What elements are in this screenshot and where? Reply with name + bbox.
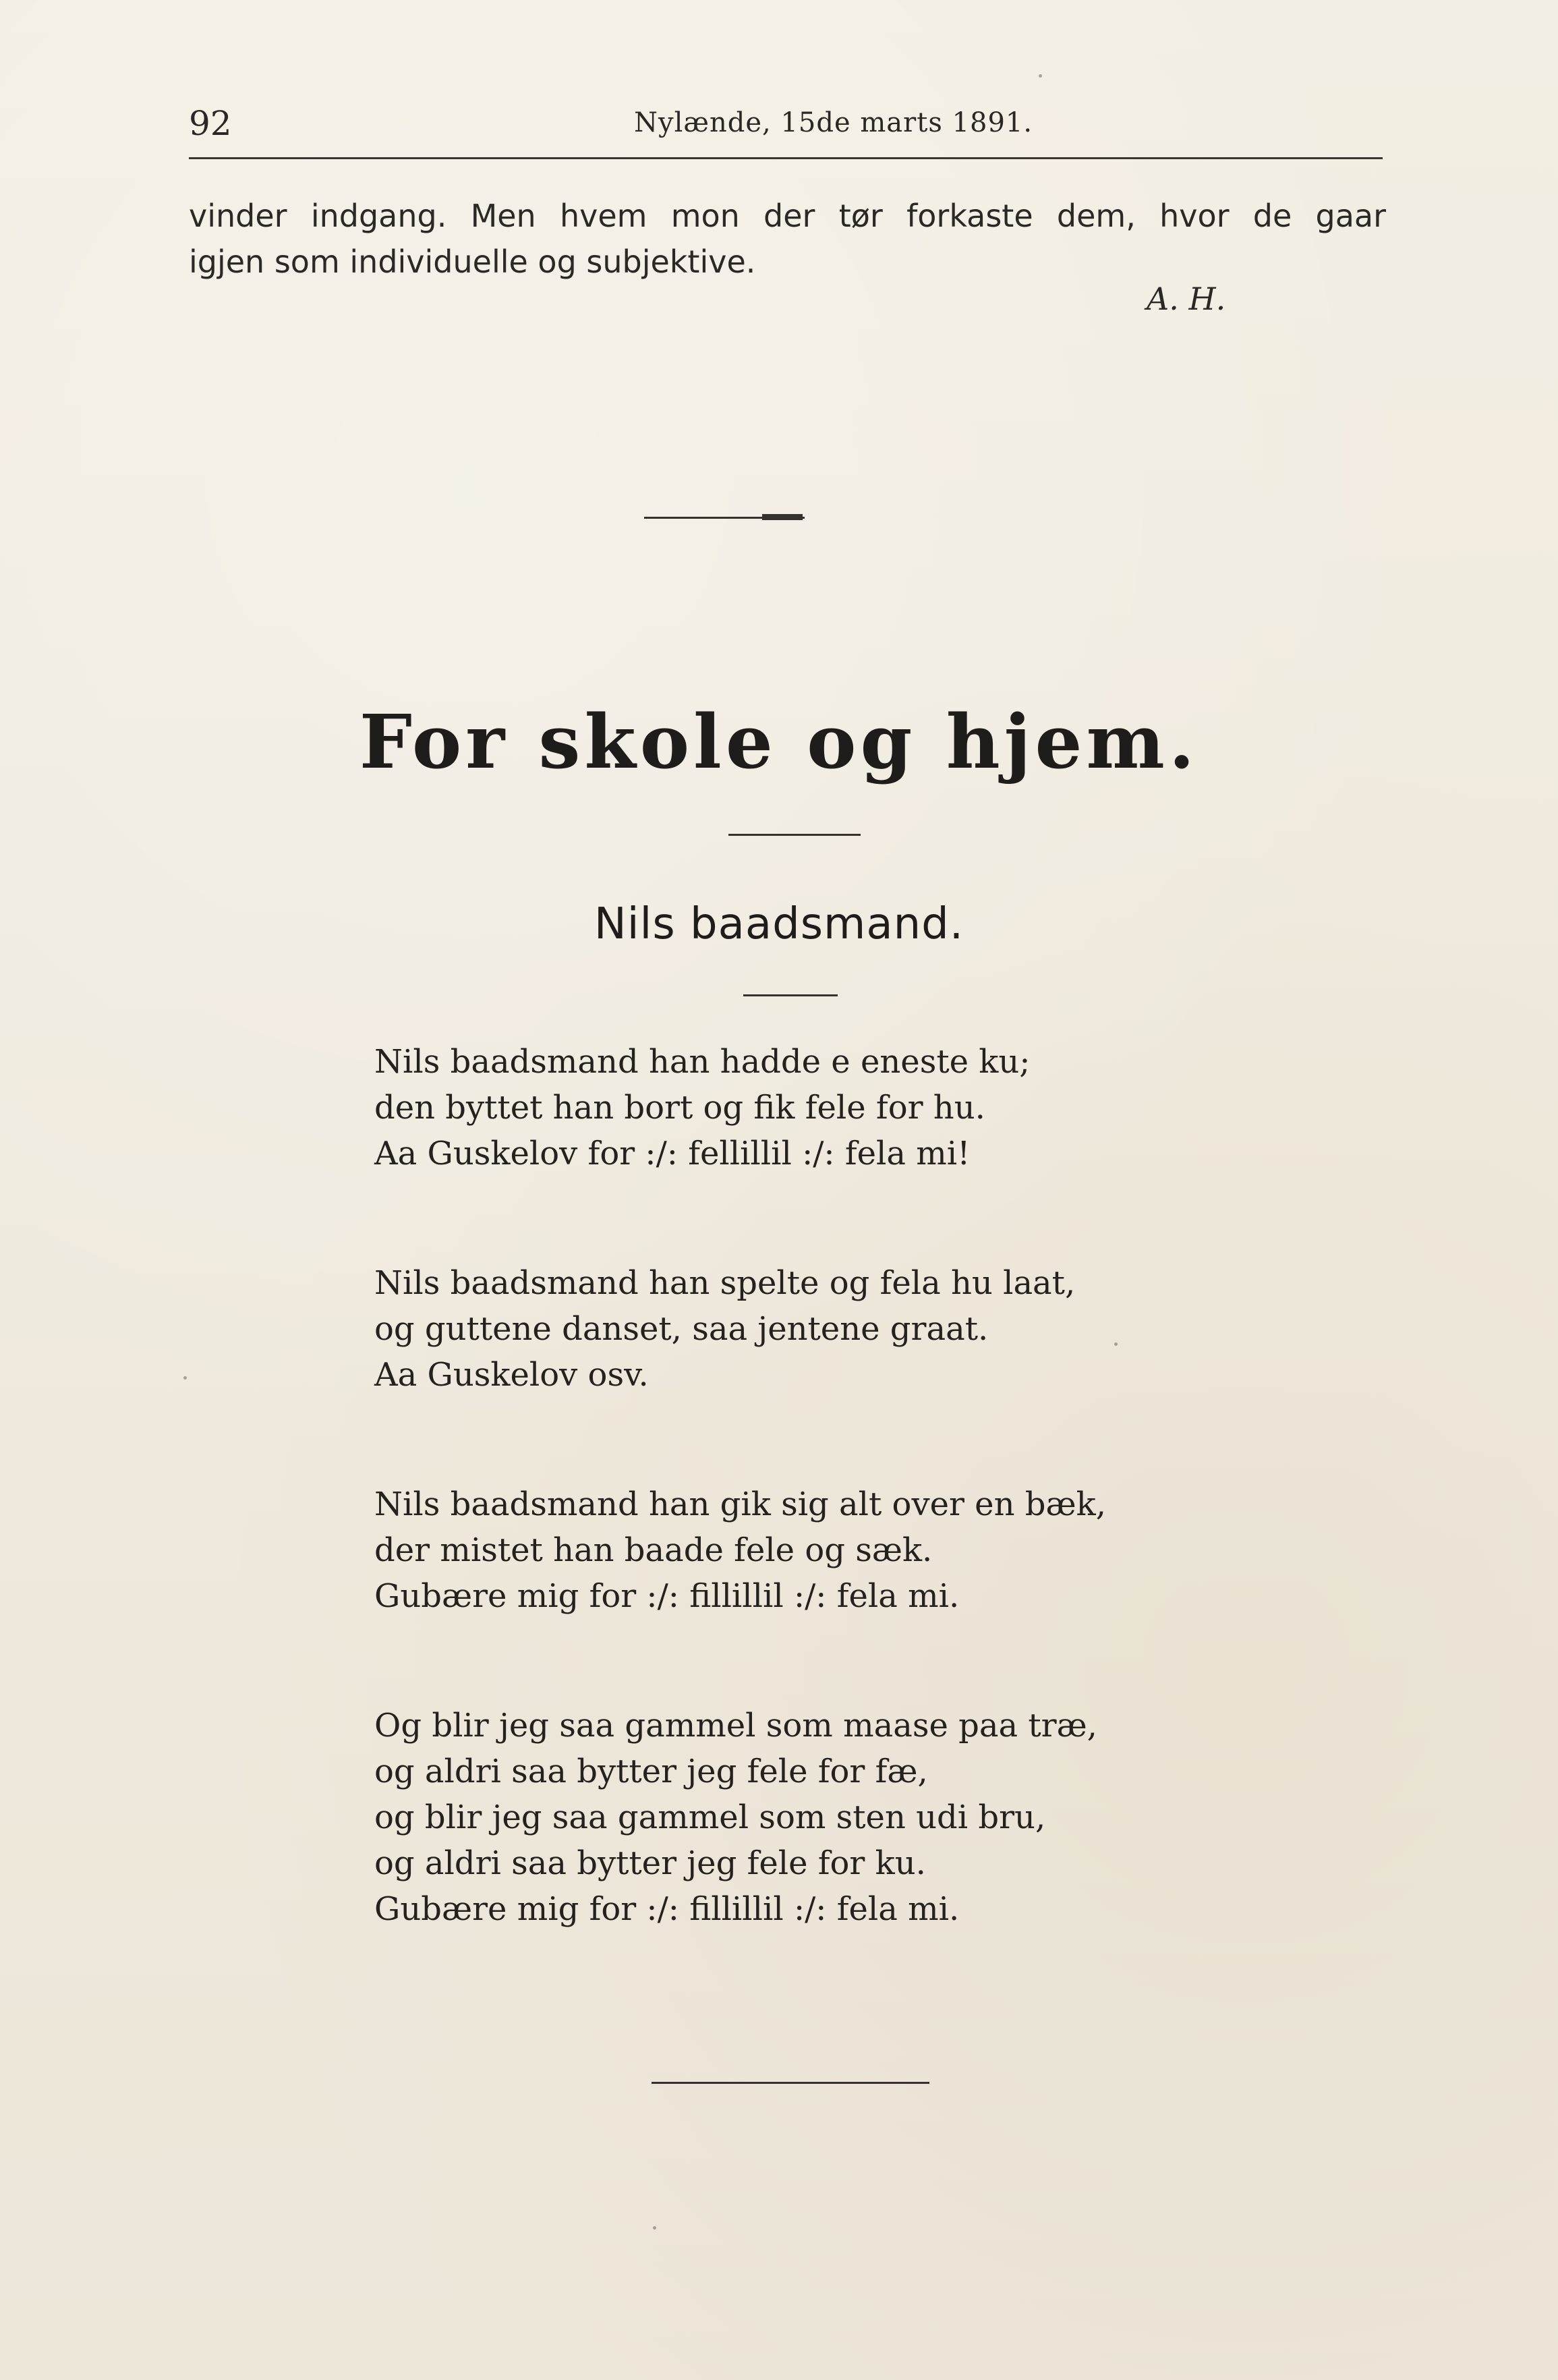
poem-title-rule (743, 994, 838, 996)
end-rule (652, 2082, 929, 2084)
running-header: Nylænde, 15de marts 1891. (634, 107, 1033, 138)
title-rule (728, 834, 861, 836)
verse-line: Nils baadsmand han spelte og fela hu laat, (374, 1264, 1076, 1302)
verse-line: Nils baadsmand han hadde e eneste ku; (374, 1043, 1031, 1081)
paragraph-line: igjen som individuelle og subjektive. (189, 244, 756, 280)
verse-line: Aa Guskelov osv. (374, 1356, 649, 1394)
stanza (374, 1039, 1106, 1177)
paper-speck (653, 2226, 656, 2230)
verse-line: den byttet han bort og fik fele for hu. (374, 1089, 985, 1127)
verse-line: og blir jeg saa gammel som sten udi bru, (374, 1798, 1046, 1836)
verse-line: Aa Guskelov for :/: fellillil :/: fela mi! (374, 1135, 971, 1172)
section-divider-accent (762, 514, 803, 520)
verse-line: og guttene danset, saa jentene graat. (374, 1310, 989, 1348)
verse-line: og aldri saa bytter jeg fele for ku. (374, 1844, 926, 1882)
verse-line: Gubære mig for :/: fillillil :/: fela mi. (374, 1890, 960, 1928)
verse-line: Og blir jeg saa gammel som maase paa træ, (374, 1707, 1097, 1745)
stanza (374, 1481, 1106, 1619)
stanza (374, 1703, 1106, 1932)
verse-line: Gubære mig for :/: fillillil :/: fela mi. (374, 1577, 960, 1615)
section-title: For skole og hjem. (359, 698, 1199, 785)
header-rule (189, 157, 1383, 159)
verse-line: og aldri saa bytter jeg fele for fæ, (374, 1753, 928, 1790)
author-signature: A. H. (1147, 281, 1226, 317)
poem-body (374, 1039, 1106, 2016)
verse-line: der mistet han baade fele og sæk. (374, 1531, 933, 1569)
continued-paragraph (189, 193, 1386, 285)
poem-title: Nils baadsmand. (594, 899, 964, 949)
stanza (374, 1260, 1106, 1398)
paper-speck (1114, 1342, 1118, 1346)
verse-line: Nils baadsmand han gik sig alt over en bæk, (374, 1485, 1106, 1523)
paper-speck (183, 1376, 187, 1380)
paragraph-line: vinder indgang. Men hvem mon der tør forkaste dem, hvor de gaar (189, 198, 1386, 234)
page-number: 92 (189, 104, 232, 143)
paper-speck (1039, 74, 1042, 78)
